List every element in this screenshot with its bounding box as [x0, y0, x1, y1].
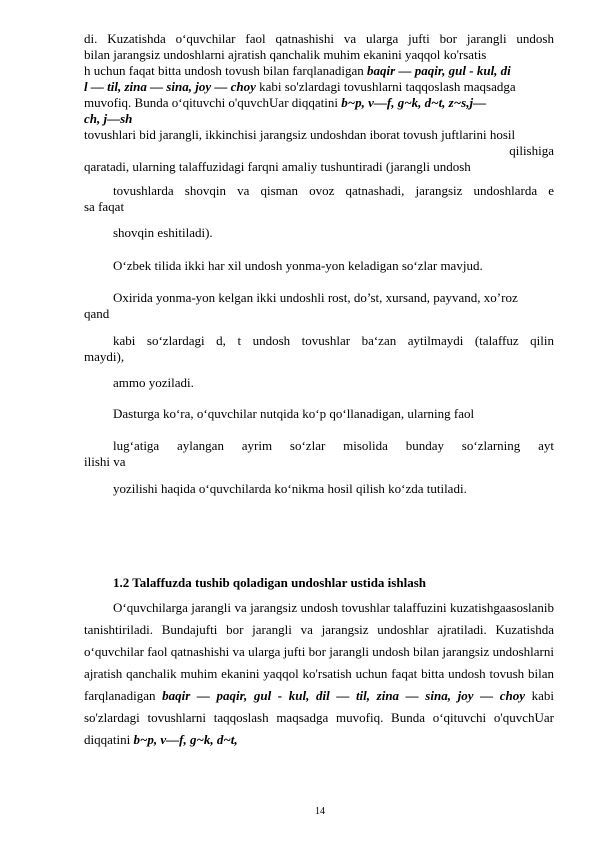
- section-heading: 1.2 Talaffuzda tushib qoladigan undoshlar ustida ishlash: [113, 575, 426, 590]
- example-words: baqir — paqir, gul - kul, di: [367, 63, 511, 78]
- text-line: O‘zbek tilida ikki har xil undosh yonma-yon keladigan so‘zlar mavjud.: [113, 258, 483, 273]
- text-line: sa faqat: [84, 199, 125, 214]
- text-line: tovushlari bid jarangli, ikkinchisi jarangsiz undoshdan iborat tovush juftlarini hosil: [84, 127, 516, 142]
- example-sounds: b~p, v—f, g~k, d~t,: [133, 732, 238, 747]
- example-sounds: ch, j—sh: [84, 111, 133, 126]
- text-line: yozilishi haqida o‘quvchilarda ko‘nikma hosil qilish ko‘zda tutiladi.: [113, 481, 467, 496]
- text-line: qilishiga: [509, 143, 554, 158]
- text-span: O‘quvchilarga jarangli va jarangsiz undosh tovushlar talaffuzini kuzatishgaasoslanib tanishtiriladi. Bundajufti bor jarangli va jarangsiz undoshlar ajratiladi. Kuzatishda o‘quvchilar faol qatnashishi va ularga jufti bor jarangli undosh bilan jarangsiz undoshlarni ajratish qanchalik muhim ekanini yaqqol ko'rsatish uchun faqat bitta undosh tovush bilan farqlanadigan: [84, 600, 554, 703]
- text-line: [84, 63, 554, 79]
- example-sounds: b~p, v—f, g~k, d~t, z~s,j—: [341, 95, 487, 110]
- text-line: Dasturga ko‘ra, o‘quvchilar nutqida ko‘p qo‘llanadigan, ularning faol: [113, 406, 475, 421]
- text-span: h uchun faqat bitta undosh tovush bilan farqlanadigan: [84, 63, 368, 78]
- text-line: [84, 79, 554, 95]
- text-line: tovushlarda shovqin va qisman ovoz qatnashadi, jarangsiz undoshlarda e: [113, 183, 554, 198]
- text-line: qand: [84, 306, 110, 321]
- text-line: qaratadi, ularning talaffuzidagi farqni amaliy tushuntiradi (jarangli undosh: [84, 159, 471, 174]
- body-paragraph: [84, 597, 554, 751]
- page-number: 14: [315, 806, 325, 817]
- example-words: l — til, zina — sina, joy — choy: [84, 79, 256, 94]
- example-words: baqir — paqir, gul - kul, dil — til, zina — sina, joy — choy: [162, 688, 525, 703]
- text-line: shovqin eshitiladi).: [113, 225, 213, 240]
- text-line: ammo yoziladi.: [113, 375, 194, 390]
- text-span: kabi so'zlardagi tovushlarni taqqoslash maqsadga muvofiq. Bunda o‘qituvchi o'quvchUar diqqatini: [84, 688, 554, 747]
- text-span: muvofiq. Bunda o‘qituvchi o'quvchUar diqqatini: [84, 95, 342, 110]
- text-line: lug‘atiga aylangan ayrim so‘zlar misolida bunday so‘zlarning ayt: [113, 438, 554, 453]
- text-line: [84, 95, 554, 111]
- text-line: di. Kuzatishda o‘quvchilar faol qatnashishi va ularga jufti bor jarangli undosh: [84, 31, 554, 46]
- text-line: maydi),: [84, 349, 125, 364]
- text-line: kabi so‘zlardagi d, t undosh tovushlar ba‘zan aytilmaydi (talaffuz qilin: [113, 333, 554, 348]
- text-span: kabi so'zlardagi tovushlarni taqqoslash maqsadga: [255, 79, 516, 94]
- text-line: Oxirida yonma-yon kelgan ikki undoshli rost, do’st, xursand, payvand, xo’roz: [113, 290, 518, 305]
- text-line: bilan jarangsiz undoshlarni ajratish qanchalik muhim ekanini yaqqol ko'rsatis: [84, 47, 487, 62]
- text-line: ilishi va: [84, 454, 126, 469]
